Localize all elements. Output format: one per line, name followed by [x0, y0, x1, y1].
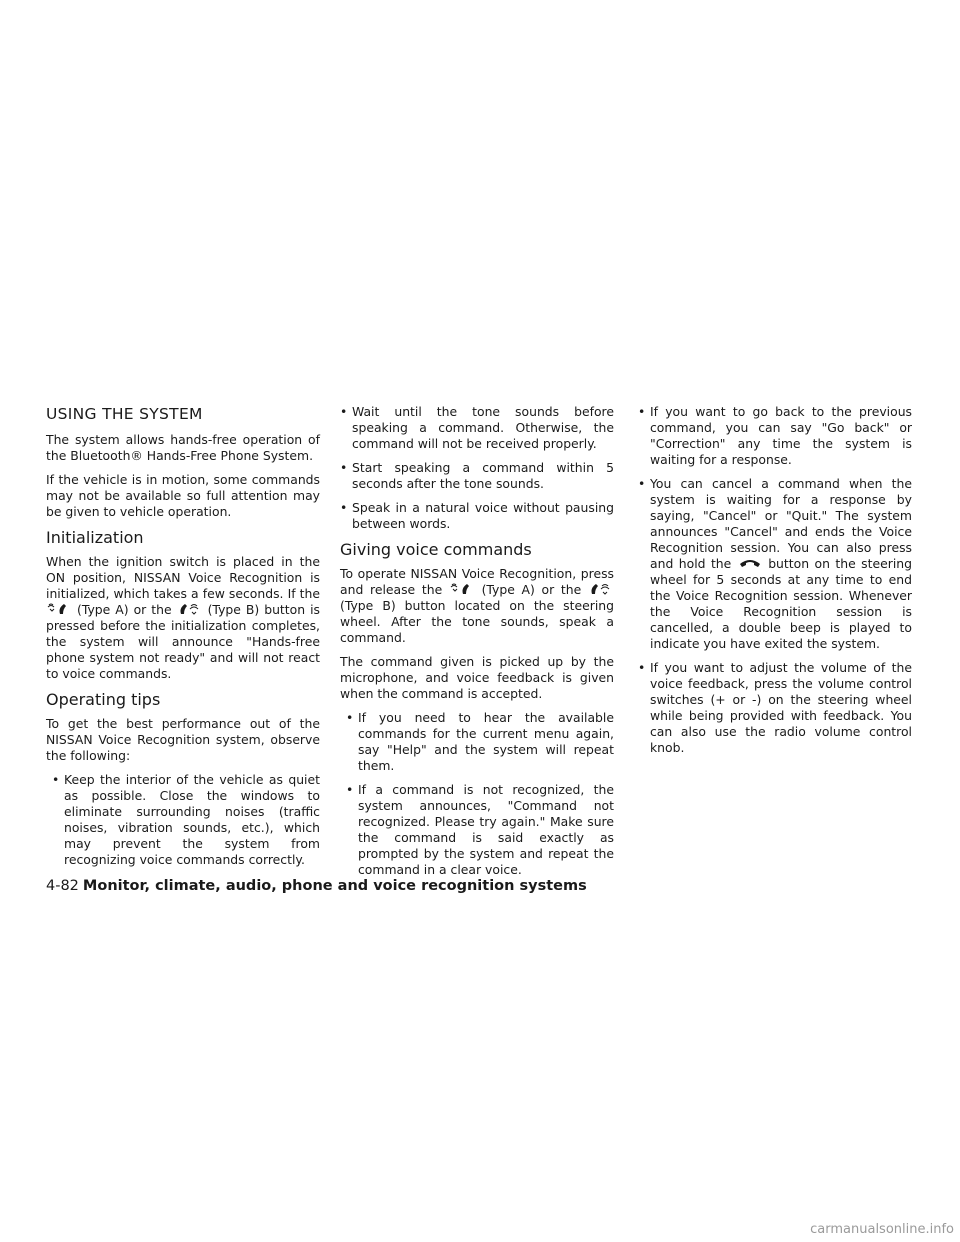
list-item [638, 404, 912, 468]
subheading-operating-tips: Operating tips [46, 690, 161, 709]
list-item [340, 404, 614, 452]
voice-text-a: To operate NISSAN Voice Recognition, press and release the [340, 566, 614, 597]
column-1 [46, 400, 320, 876]
voice-tips-list-continued [638, 404, 912, 756]
list-item [346, 782, 614, 878]
list-item [638, 476, 912, 652]
page-number: 4-82 [46, 878, 79, 894]
chapter-title: Monitor, climate, audio, phone and voice recognition systems [82, 878, 587, 894]
list-item-text: If you want to adjust the volume of the voice feedback, press the volume control switches (+ or -) on the steering wheel while being provided with feedback. You can also use the radio volume control knob. [650, 660, 912, 755]
intro-paragraph: The system allows hands-free operation of the Bluetooth® Hands-Free Phone System. [46, 432, 320, 463]
section-heading-using-the-system: USING THE SYSTEM [46, 405, 203, 423]
talk-phone-type-a-icon [46, 602, 72, 616]
bullet: • [52, 772, 60, 787]
list-item [340, 500, 614, 532]
end-call-icon [737, 556, 763, 570]
list-item [346, 710, 614, 774]
bullet: • [638, 476, 646, 491]
list-item [340, 460, 614, 492]
bullet: • [340, 500, 348, 515]
initialization-paragraph [46, 554, 320, 682]
bullet: • [638, 660, 646, 675]
list-item [638, 660, 912, 756]
watermark: carmanualsonline.info [810, 1222, 954, 1237]
bullet: • [346, 782, 354, 797]
list-item [52, 772, 320, 868]
list-item-text: Speak in a natural voice without pausing between words. [352, 500, 614, 531]
list-item-text: If you need to hear the available commands for the current menu again, say "Help" and the system will repeat them. [358, 710, 614, 773]
bullet: • [340, 404, 348, 419]
list-item-text: If a command is not recognized, the system announces, "Command not recognized. Please try again." Make sure the command is said exactly as prompted by the system and repeat the command in a clear voice. [358, 782, 614, 877]
talk-phone-type-b-icon [177, 602, 203, 616]
talk-phone-type-a-icon [449, 582, 475, 596]
subheading-initialization: Initialization [46, 528, 144, 547]
init-text-c: (Type B) button is pressed before the initialization completes, the system will announce "Hands-free phone system not ready" and will not react to voice commands. [46, 602, 320, 681]
list-item-text: If you want to go back to the previous command, you can say "Go back" or "Correction" any time the system is waiting for a response. [650, 404, 912, 467]
column-2 [340, 400, 614, 886]
list-item-text: Keep the interior of the vehicle as quiet as possible. Close the windows to eliminate surrounding noises (traffic noises, vibration sounds, etc.), which may prevent the system from recognizing voice commands correctly. [64, 772, 320, 867]
list-item-text: Start speaking a command within 5 seconds after the tone sounds. [352, 460, 614, 491]
page-footer [46, 877, 587, 895]
bullet: • [638, 404, 646, 419]
bullet: • [340, 460, 348, 475]
subheading-giving-voice-commands: Giving voice commands [340, 540, 532, 559]
voice-text-c: (Type B) button located on the steering wheel. After the tone sounds, speak a command. [340, 598, 614, 645]
init-text-b: (Type A) or the [77, 602, 172, 617]
tips-list-continued [340, 404, 614, 532]
voice-text-b: (Type A) or the [481, 582, 582, 597]
tips-list [46, 772, 320, 868]
feedback-paragraph: The command given is picked up by the microphone, and voice feedback is given when the command is accepted. [340, 654, 614, 701]
list-item-text: Wait until the tone sounds before speaking a command. Otherwise, the command will not be received properly. [352, 404, 614, 451]
list-item-text-a: You can cancel a command when the system is waiting for a response by saying, "Cancel" or "Quit." The system announces "Cancel" and ends the Voice Recognition session. You can also press and hold the [650, 476, 912, 571]
motion-paragraph: If the vehicle is in motion, some commands may not be available so full attention may be given to vehicle operation. [46, 472, 320, 519]
list-item-text-b: button on the steering wheel for 5 seconds at any time to end the Voice Recognition session. Whenever the Voice Recognition session is cancelled, a double beep is played to indicate you have exited the system. [650, 556, 912, 651]
bullet: • [346, 710, 354, 725]
talk-phone-type-b-icon [588, 582, 614, 596]
column-3 [638, 400, 912, 764]
voice-commands-paragraph [340, 566, 614, 646]
operating-tips-paragraph: To get the best performance out of the NISSAN Voice Recognition system, observe the following: [46, 716, 320, 763]
init-text-a: When the ignition switch is placed in the ON position, NISSAN Voice Recognition is initialized, which takes a few seconds. If the [46, 554, 320, 601]
voice-tips-list [340, 710, 614, 878]
